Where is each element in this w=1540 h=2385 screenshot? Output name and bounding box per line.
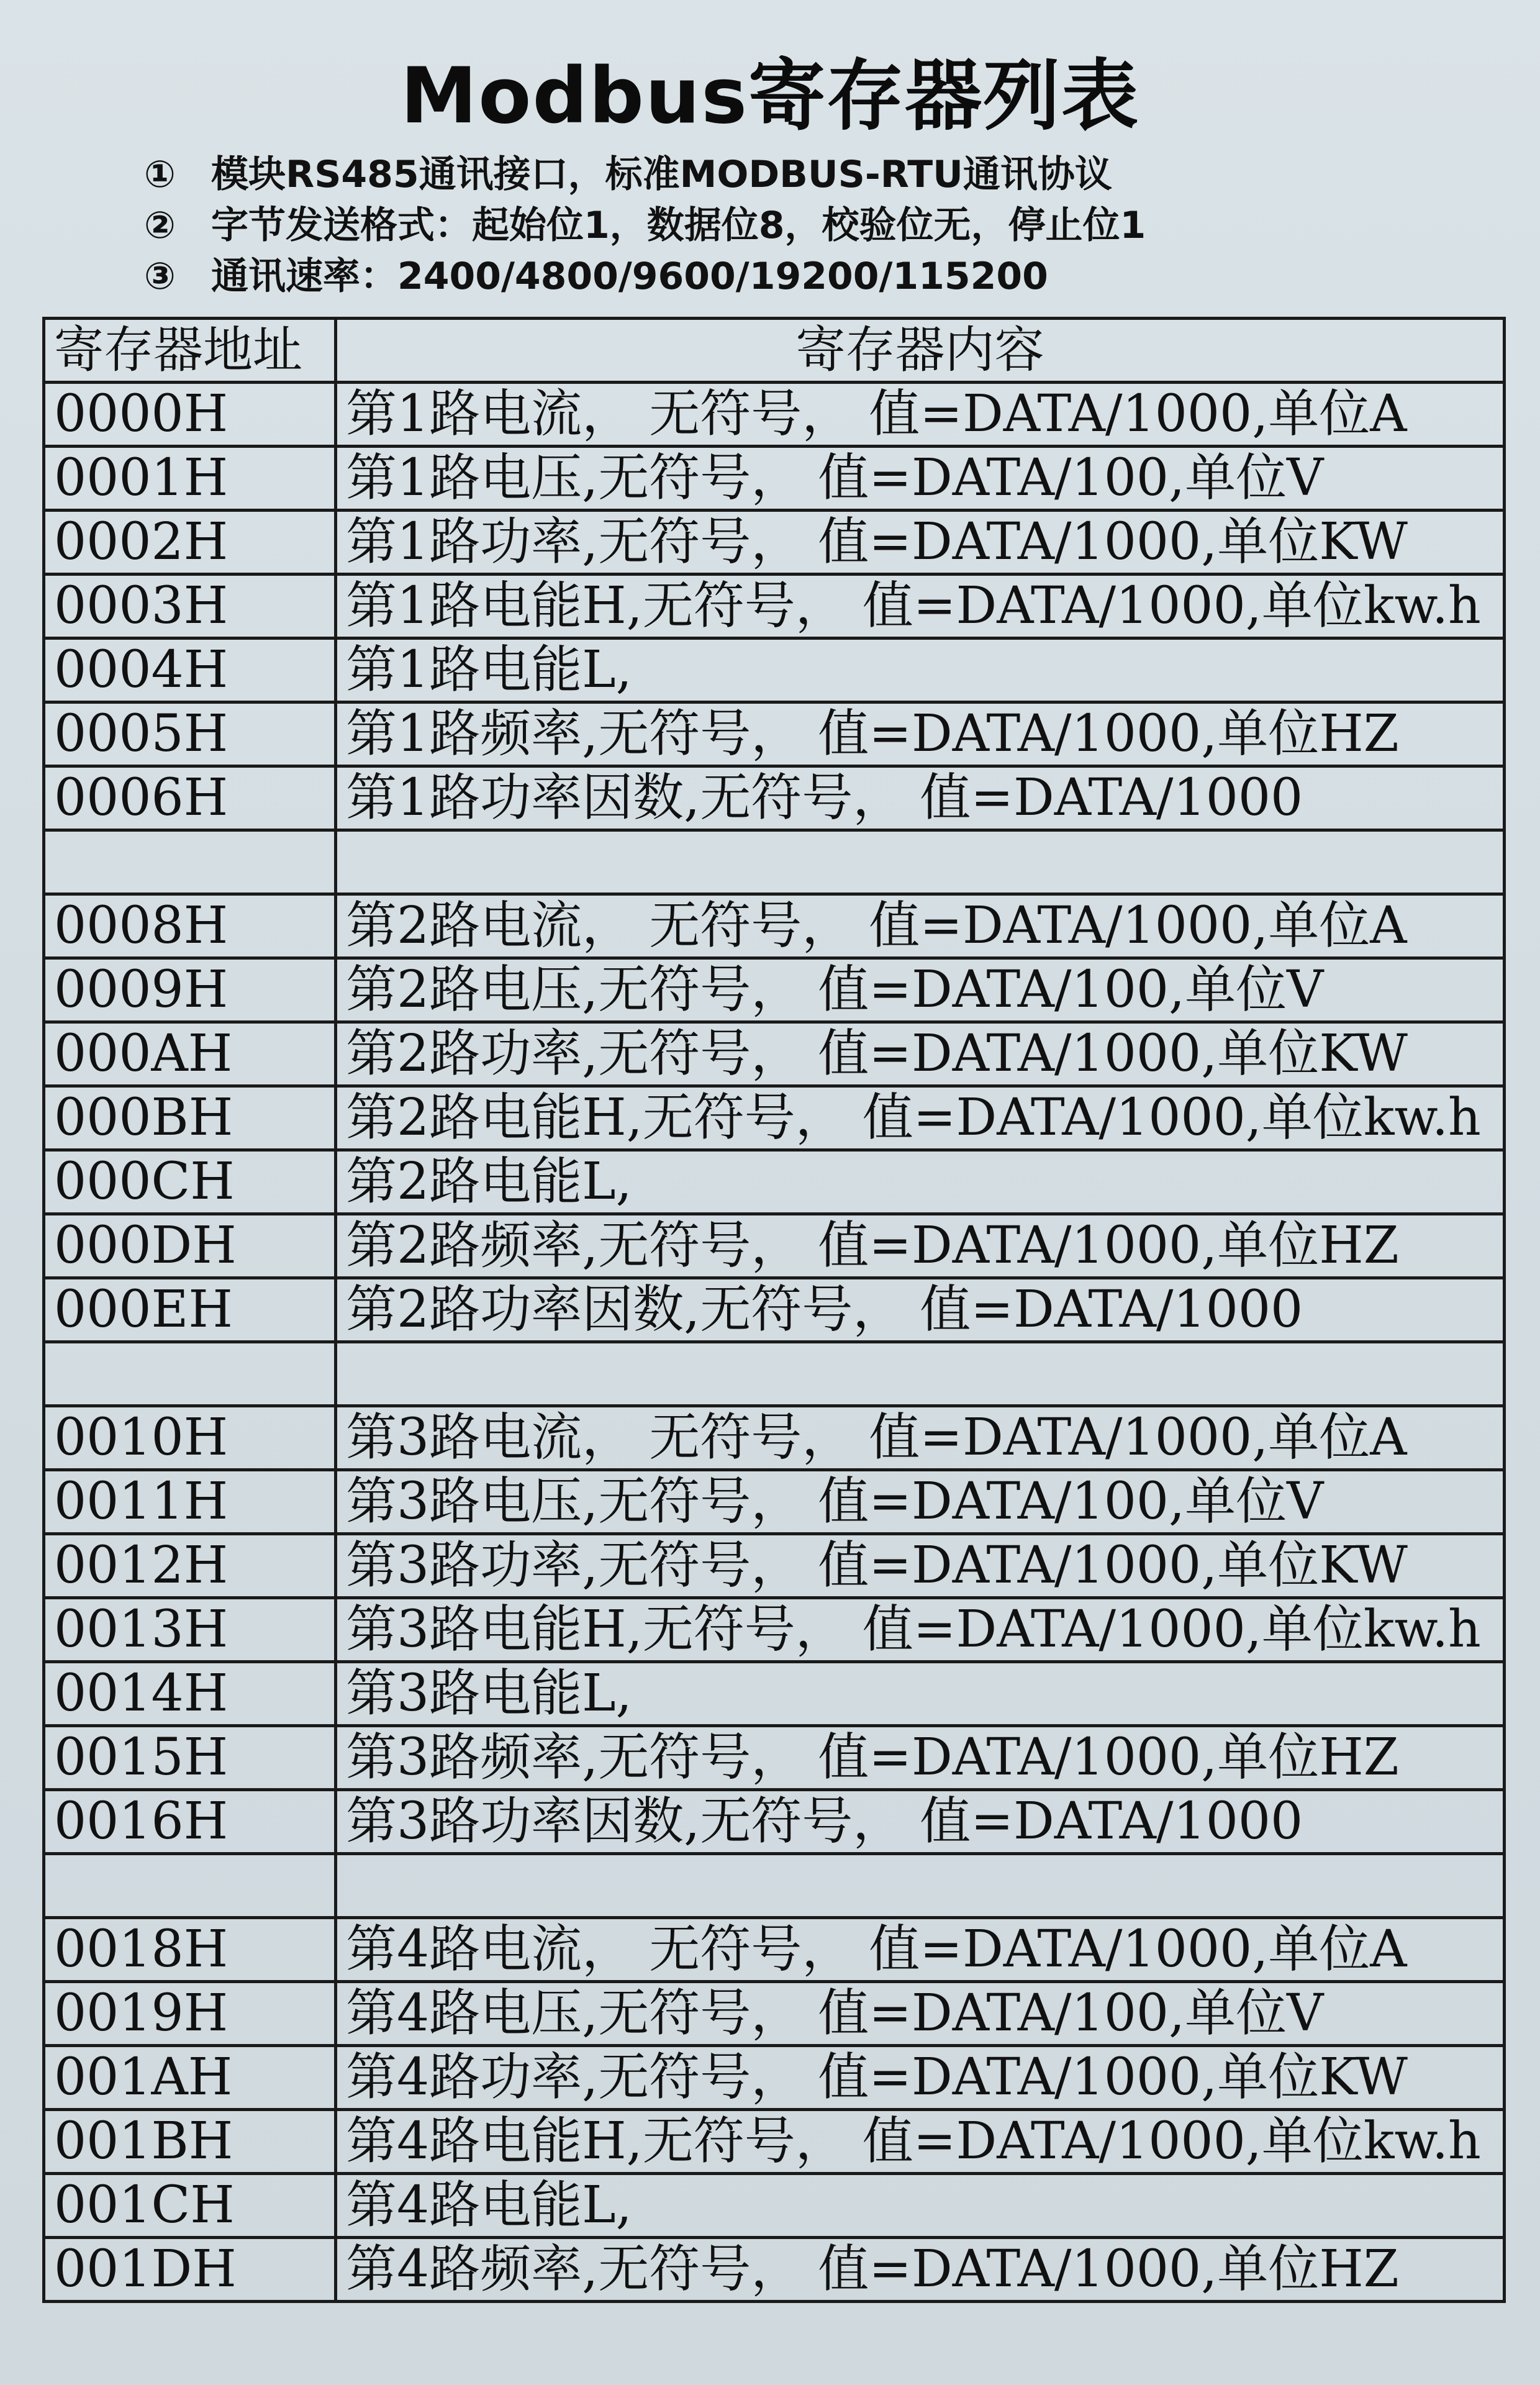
column-header-content: 寄存器内容 bbox=[336, 319, 1505, 383]
register-address-cell: 0003H bbox=[44, 575, 336, 638]
register-content-cell: 第1路电流， 无符号， 值=DATA/1000,单位A bbox=[336, 383, 1505, 447]
register-content-cell: 第4路电能H,无符号， 值=DATA/1000,单位kw.h bbox=[336, 2110, 1505, 2174]
register-address-cell: 001BH bbox=[44, 2110, 336, 2174]
register-content-cell: 第4路电流， 无符号， 值=DATA/1000,单位A bbox=[336, 1918, 1505, 1982]
register-table bbox=[42, 317, 1506, 2303]
table-row bbox=[44, 575, 1505, 638]
table-row bbox=[44, 1918, 1505, 1982]
table-row bbox=[44, 2046, 1505, 2110]
register-address-cell: 0009H bbox=[44, 958, 336, 1022]
table-row bbox=[44, 1150, 1505, 1214]
table-row bbox=[44, 2238, 1505, 2302]
register-content-cell: 第2路功率因数,无符号， 值=DATA/1000 bbox=[336, 1278, 1505, 1342]
table-row bbox=[44, 1214, 1505, 1278]
table-row bbox=[44, 1278, 1505, 1342]
register-content-cell: 第3路电压,无符号， 值=DATA/100,单位V bbox=[336, 1470, 1505, 1534]
register-address-cell: 001DH bbox=[44, 2238, 336, 2302]
register-content-cell bbox=[336, 1854, 1505, 1918]
register-content-cell: 第1路电能L, bbox=[336, 638, 1505, 702]
register-content-cell: 第2路电能H,无符号， 值=DATA/1000,单位kw.h bbox=[336, 1086, 1505, 1150]
register-address-cell: 0000H bbox=[44, 383, 336, 447]
register-address-cell: 0004H bbox=[44, 638, 336, 702]
table-row bbox=[44, 1406, 1505, 1470]
register-address-cell: 0016H bbox=[44, 1790, 336, 1854]
register-content-cell: 第2路功率,无符号， 值=DATA/1000,单位KW bbox=[336, 1022, 1505, 1086]
table-row bbox=[44, 1726, 1505, 1790]
register-content-cell: 第2路频率,无符号， 值=DATA/1000,单位HZ bbox=[336, 1214, 1505, 1278]
note-item bbox=[144, 200, 1146, 251]
table-row bbox=[44, 894, 1505, 958]
table-row bbox=[44, 2174, 1505, 2238]
protocol-notes bbox=[144, 149, 1146, 302]
table-row bbox=[44, 1022, 1505, 1086]
register-content-cell: 第4路频率,无符号， 值=DATA/1000,单位HZ bbox=[336, 2238, 1505, 2302]
register-content-cell: 第2路电流， 无符号， 值=DATA/1000,单位A bbox=[336, 894, 1505, 958]
table-row bbox=[44, 1086, 1505, 1150]
table-row bbox=[44, 1662, 1505, 1726]
register-address-cell: 0012H bbox=[44, 1534, 336, 1598]
note-text: 字节发送格式：起始位1，数据位8，校验位无，停止位1 bbox=[211, 204, 1146, 247]
table-row bbox=[44, 511, 1505, 575]
register-address-cell: 0010H bbox=[44, 1406, 336, 1470]
note-text: 通讯速率：2400/4800/9600/19200/115200 bbox=[211, 255, 1048, 298]
register-content-cell: 第4路电能L, bbox=[336, 2174, 1505, 2238]
register-content-cell bbox=[336, 830, 1505, 894]
table-row bbox=[44, 1534, 1505, 1598]
register-content-cell: 第1路功率,无符号， 值=DATA/1000,单位KW bbox=[336, 511, 1505, 575]
register-content-cell: 第1路电压,无符号， 值=DATA/100,单位V bbox=[336, 447, 1505, 511]
table-row bbox=[44, 1982, 1505, 2046]
register-address-cell bbox=[44, 1342, 336, 1406]
register-address-cell: 0006H bbox=[44, 766, 336, 830]
table-row bbox=[44, 1854, 1505, 1918]
register-address-cell: 0008H bbox=[44, 894, 336, 958]
register-content-cell: 第3路频率,无符号， 值=DATA/1000,单位HZ bbox=[336, 1726, 1505, 1790]
register-content-cell: 第3路功率,无符号， 值=DATA/1000,单位KW bbox=[336, 1534, 1505, 1598]
register-address-cell: 0001H bbox=[44, 447, 336, 511]
table-row bbox=[44, 447, 1505, 511]
table-row bbox=[44, 638, 1505, 702]
table-body bbox=[44, 383, 1505, 2302]
register-address-cell bbox=[44, 830, 336, 894]
register-address-cell: 000DH bbox=[44, 1214, 336, 1278]
page-title: Modbus寄存器列表 bbox=[400, 52, 1140, 141]
register-content-cell: 第2路电能L, bbox=[336, 1150, 1505, 1214]
note-number: ① bbox=[144, 153, 176, 196]
register-address-cell: 001AH bbox=[44, 2046, 336, 2110]
register-content-cell: 第1路电能H,无符号， 值=DATA/1000,单位kw.h bbox=[336, 575, 1505, 638]
table-row bbox=[44, 1470, 1505, 1534]
register-address-cell bbox=[44, 1854, 336, 1918]
register-content-cell: 第3路电能L, bbox=[336, 1662, 1505, 1726]
register-address-cell: 000AH bbox=[44, 1022, 336, 1086]
register-address-cell: 0018H bbox=[44, 1918, 336, 1982]
table-row bbox=[44, 766, 1505, 830]
register-content-cell: 第2路电压,无符号， 值=DATA/100,单位V bbox=[336, 958, 1505, 1022]
register-content-cell: 第1路功率因数,无符号， 值=DATA/1000 bbox=[336, 766, 1505, 830]
register-content-cell: 第3路电能H,无符号， 值=DATA/1000,单位kw.h bbox=[336, 1598, 1505, 1662]
table-row bbox=[44, 830, 1505, 894]
note-number: ③ bbox=[144, 255, 176, 298]
register-address-cell: 0002H bbox=[44, 511, 336, 575]
note-item bbox=[144, 251, 1146, 302]
table-row bbox=[44, 383, 1505, 447]
register-address-cell: 0014H bbox=[44, 1662, 336, 1726]
register-address-cell: 0005H bbox=[44, 702, 336, 766]
register-content-cell: 第3路功率因数,无符号， 值=DATA/1000 bbox=[336, 1790, 1505, 1854]
table-row bbox=[44, 1342, 1505, 1406]
note-item bbox=[144, 149, 1146, 200]
table-row bbox=[44, 702, 1505, 766]
register-address-cell: 0013H bbox=[44, 1598, 336, 1662]
register-content-cell bbox=[336, 1342, 1505, 1406]
table-row bbox=[44, 1790, 1505, 1854]
table-row bbox=[44, 2110, 1505, 2174]
register-address-cell: 000CH bbox=[44, 1150, 336, 1214]
table-header-row bbox=[44, 319, 1505, 383]
note-number: ② bbox=[144, 204, 176, 247]
register-address-cell: 0015H bbox=[44, 1726, 336, 1790]
column-header-address: 寄存器地址 bbox=[44, 319, 336, 383]
register-content-cell: 第3路电流， 无符号， 值=DATA/1000,单位A bbox=[336, 1406, 1505, 1470]
register-address-cell: 000EH bbox=[44, 1278, 336, 1342]
register-address-cell: 000BH bbox=[44, 1086, 336, 1150]
register-content-cell: 第1路频率,无符号， 值=DATA/1000,单位HZ bbox=[336, 702, 1505, 766]
register-address-cell: 001CH bbox=[44, 2174, 336, 2238]
table-row bbox=[44, 1598, 1505, 1662]
register-address-cell: 0019H bbox=[44, 1982, 336, 2046]
register-content-cell: 第4路功率,无符号， 值=DATA/1000,单位KW bbox=[336, 2046, 1505, 2110]
note-text: 模块RS485通讯接口，标准MODBUS-RTU通讯协议 bbox=[211, 153, 1112, 196]
register-content-cell: 第4路电压,无符号， 值=DATA/100,单位V bbox=[336, 1982, 1505, 2046]
register-address-cell: 0011H bbox=[44, 1470, 336, 1534]
table-row bbox=[44, 958, 1505, 1022]
